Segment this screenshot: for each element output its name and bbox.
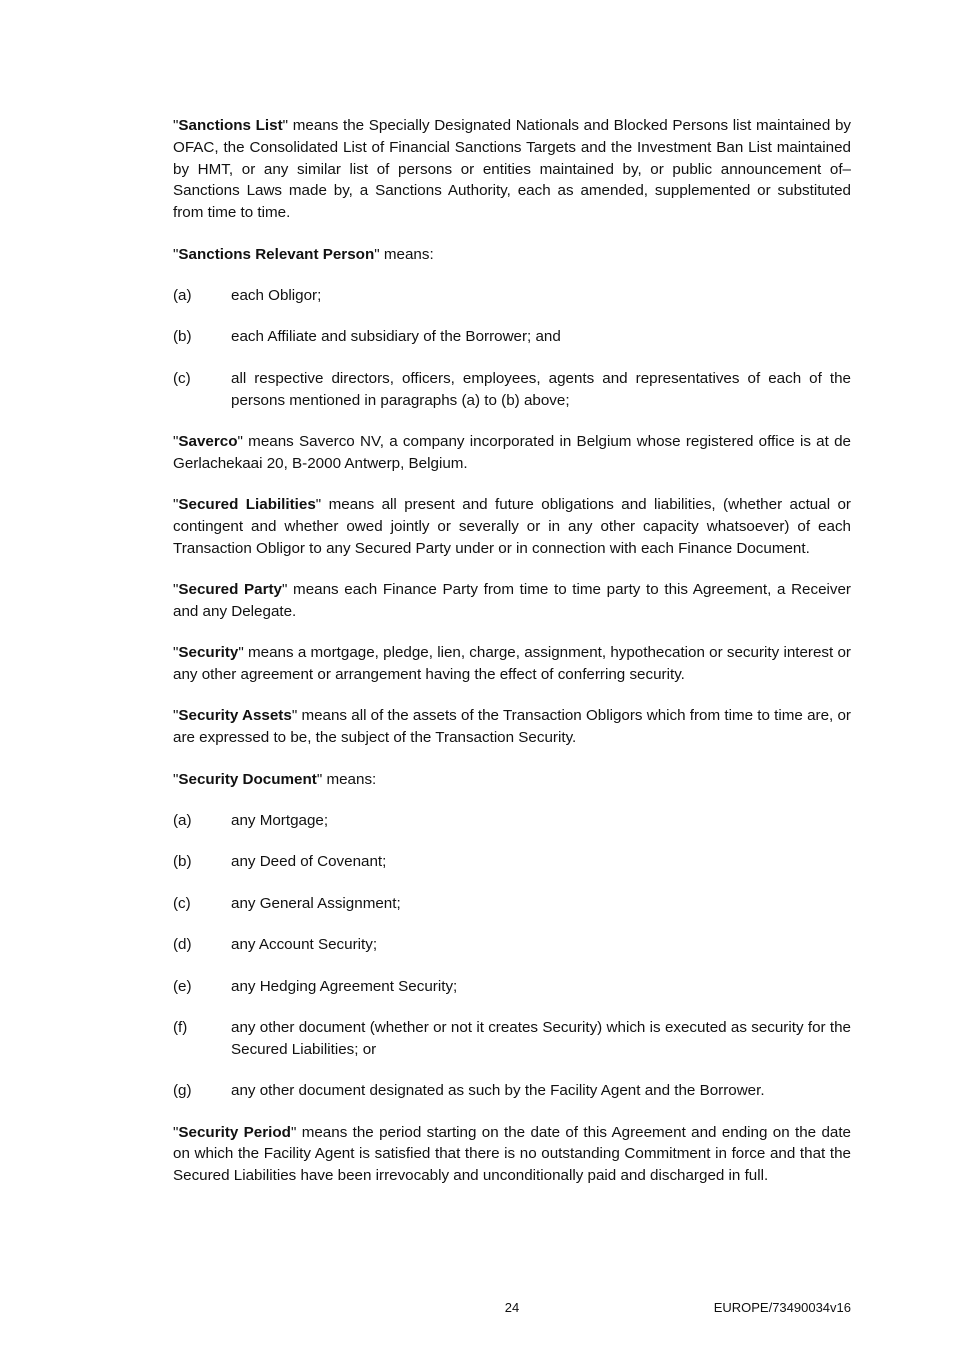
list-item — [173, 810, 851, 832]
list-item-text: any General Assignment; — [231, 894, 401, 912]
defined-term: Security Period — [178, 1123, 291, 1141]
list-item-text: all respective directors, officers, employees, agents and representatives of each of the persons mentioned in paragraphs (a) to (b) above; — [231, 369, 851, 409]
definition-paragraph: "Security Assets" means all of the assets of the Transaction Obligors which from time to time are, or are expressed to be, the subject of the Transaction Security. — [173, 707, 851, 747]
list-item-text: any Account Security; — [231, 936, 378, 954]
defined-term: Security — [178, 644, 239, 662]
definition-text: means each Finance Party from time to time party to this Agreement, a Receiver and any Delegate. — [173, 581, 851, 620]
defined-term: Secured Liabilities — [178, 496, 316, 514]
list-item-text: each Affiliate and subsidiary of the Borrower; and — [231, 328, 561, 346]
definition-text: means: — [322, 770, 377, 788]
list-item — [173, 285, 851, 307]
defined-term: Sanctions List — [178, 117, 283, 134]
list-item-text: any other document designated as such by the Facility Agent and the Borrower. — [231, 1082, 765, 1100]
definition-text: means all of the assets of the Transaction Obligors which from time to time are, or are expressed to be, the subject of the Transaction Security. — [173, 707, 851, 747]
definition-text: means: — [379, 245, 434, 263]
list-item-label: (c) — [173, 894, 191, 912]
definition-paragraph: "Saverco" means Saverco NV, a company incorporated in Belgium whose registered office is at de Gerlachekaai 20, B-2000 Antwerp, Belgium. — [173, 432, 851, 472]
list-item-label: (f) — [173, 1019, 188, 1037]
definition-paragraph: "Security Period" means the period starting on the date of this Agreement and ending on the date on which the Facility Agent is satisfied that there is no outstanding Commitment in force and that the Secured Liabilities have been irrevocably and unconditionally paid and discharged in full. — [173, 1123, 852, 1185]
list-item-label: (c) — [173, 369, 191, 387]
list-item — [173, 368, 851, 412]
list-item — [173, 326, 851, 348]
page-number: 24 — [504, 1300, 520, 1315]
list-item-text: any Deed of Covenant; — [231, 853, 387, 871]
list-item — [173, 1080, 851, 1102]
list-item-label: (e) — [173, 977, 192, 995]
definition-text: means all present and future obligations and liabilities, (whether actual or contingent and whether owed jointly or severally or in any other capacity whatsoever) of each Transaction Obligor to any Secured Party under or in connection with each Finance Document. — [173, 496, 851, 557]
list-item-text: any Mortgage; — [231, 812, 329, 830]
list-item-label: (g) — [173, 1082, 192, 1100]
list-item-text: any other document (whether or not it creates Security) which is executed as security for the Secured Liabilities; or — [231, 1019, 851, 1058]
list-item — [173, 976, 851, 998]
defined-term: Saverco — [178, 432, 238, 450]
defined-term: Security Assets — [178, 707, 292, 725]
list-item-label: (b) — [173, 853, 192, 871]
list-item — [173, 893, 851, 915]
definition-paragraph: "Security" means a mortgage, pledge, lien, charge, assignment, hypothecation or security interest or any other agreement or arrangement having the effect of conferring security. — [173, 644, 851, 684]
definition-paragraph: "Secured Liabilities" means all present and future obligations and liabilities, (whether actual or contingent and whether owed jointly or severally or in any other capacity whatsoever) of each Transaction Obligor to any Secured Party under or in connection with each Finance Document. — [173, 496, 851, 557]
list-item-label: (d) — [173, 936, 192, 954]
document-reference: EUROPE/73490034v16 — [713, 1300, 851, 1315]
definitions-list — [173, 115, 851, 1207]
definition-paragraph: "Sanctions List" means the Specially Designated Nationals and Blocked Persons list maintained by OFAC, the Consolidated List of Financial Sanctions Targets and the Investment Ban List maintained by HMT, or any similar list of persons or entities maintained by, or public announcement of–Sanctions Laws made by, a Sanctions Authority, each as amended, supplemented or substituted from time to time. — [173, 117, 851, 222]
list-item-label: (b) — [173, 328, 192, 346]
page-footer — [173, 1300, 851, 1322]
defined-term: Secured Party — [178, 581, 282, 599]
list-item — [173, 934, 851, 956]
list-item — [173, 1017, 851, 1061]
list-item-label: (a) — [173, 286, 192, 304]
definition-paragraph: "Secured Party" means each Finance Party from time to time party to this Agreement, a Receiver and any Delegate. — [173, 581, 851, 620]
list-item-label: (a) — [173, 812, 192, 830]
defined-term: Security Document — [178, 770, 317, 788]
definition-paragraph: "Security Document" means: — [173, 770, 377, 788]
definition-text: means a mortgage, pledge, lien, charge, assignment, hypothecation or security interest or any other agreement or arrangement having the effect of conferring security. — [173, 644, 851, 684]
definition-paragraph: "Sanctions Relevant Person" means: — [173, 245, 434, 263]
list-item-text: any Hedging Agreement Security; — [231, 977, 458, 995]
list-item — [173, 851, 851, 873]
definition-text: means the period starting on the date of this Agreement and ending on the date on which the Facility Agent is satisfied that there is no outstanding Commitment in force and that the Secured Liabilities have been irrevocably and unconditionally paid and discharged in full. — [173, 1123, 852, 1185]
definition-text: means the Specially Designated Nationals and Blocked Persons list maintained by OFAC, the Consolidated List of Financial Sanctions Targets and the Investment Ban List maintained by HMT, or any similar list of persons or entities maintained by, or public announcement of–Sanctions Laws made by, a Sanctions Authority, each as amended, supplemented or substituted from time to time. — [173, 117, 851, 222]
list-item-text: each Obligor; — [231, 286, 322, 304]
defined-term: Sanctions Relevant Person — [178, 245, 375, 263]
definition-text: means Saverco NV, a company incorporated in Belgium whose registered office is at de Gerlachekaai 20, B-2000 Antwerp, Belgium. — [173, 432, 851, 472]
